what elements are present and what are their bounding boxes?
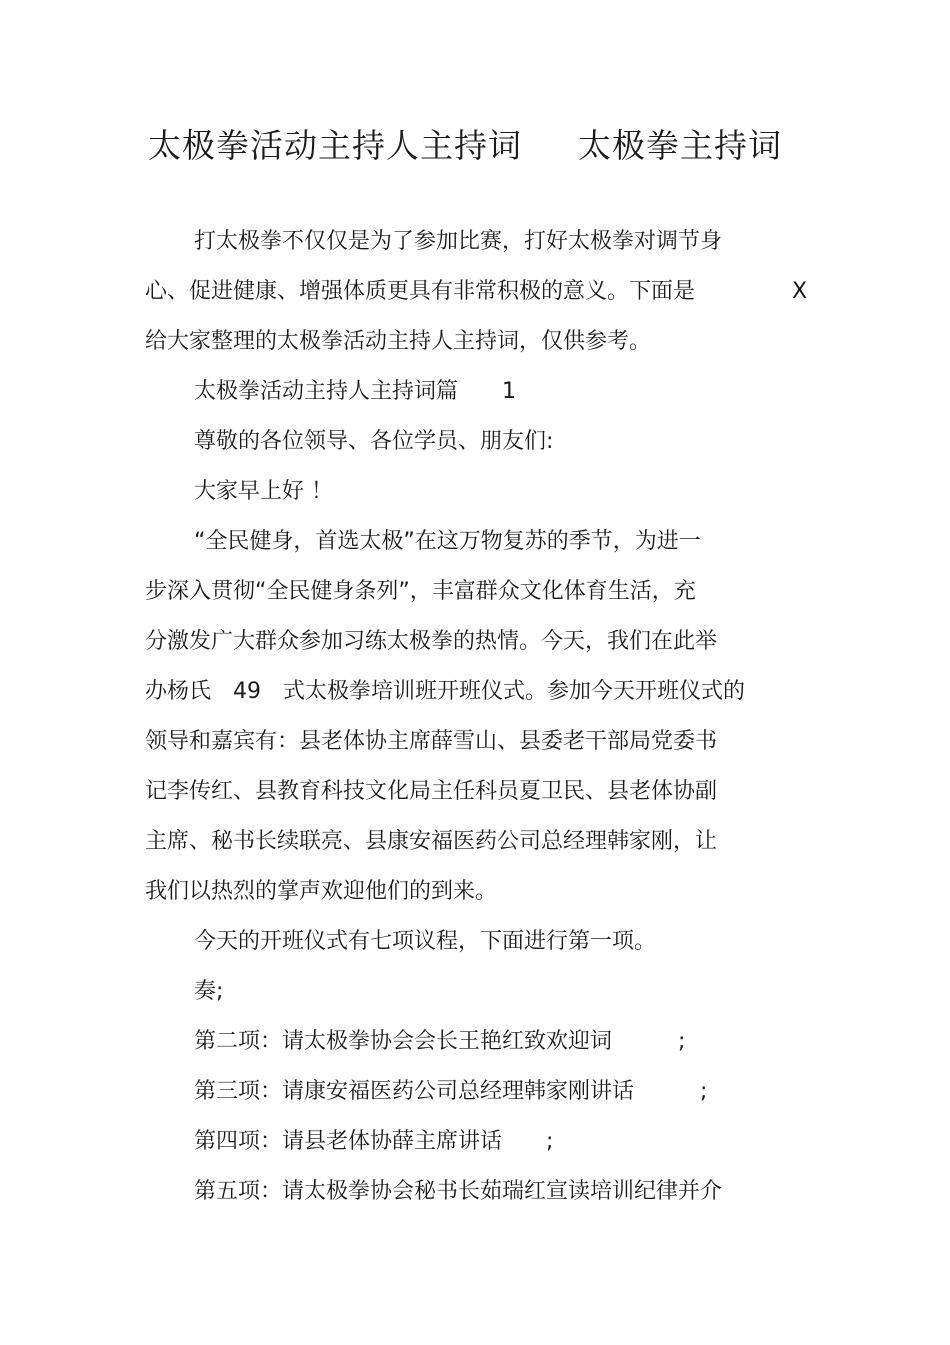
agenda-item: 第三项：请康安福医药公司总经理韩家刚讲话 ; (194, 1079, 708, 1104)
paragraph-line: 领导和嘉宾有：县老体协主席薛雪山、县委老干部局党委书 (145, 729, 718, 754)
paragraph-line: 主席、秘书长续联亮、县康安福医药公司总经理韩家刚，让 (145, 829, 718, 854)
paragraph-line: 心、促进健康、增强体质更具有非常积极的意义。下面是 (145, 279, 696, 304)
agenda-item: 第五项：请太极拳协会秘书长茹瑞红宣读培训纪律并介 (194, 1179, 723, 1204)
paragraph-line: 我们以热烈的掌声欢迎他们的到来。 (145, 879, 498, 904)
title-main: 太极拳活动主持人主持词 (148, 126, 522, 165)
agenda-item: 第二项：请太极拳协会会长王艳红致欢迎词 ; (194, 1029, 686, 1054)
greeting: 大家早上好 ！ (194, 479, 333, 504)
paragraph-line: “全民健身，首选太极”在这万物复苏的季节，为进一 (194, 529, 701, 554)
title-secondary: 太极拳主持词 (578, 126, 782, 165)
paragraph-line: 办杨氏 49 式太极拳培训班开班仪式。参加今天开班仪式的 (145, 679, 745, 704)
document-title (0, 120, 930, 167)
paragraph-line: 今天的开班仪式有七项议程，下面进行第一项。 (194, 929, 657, 954)
x-mark: X (792, 279, 808, 304)
section-heading: 太极拳活动主持人主持词篇 1 (194, 379, 516, 404)
paragraph-line: 给大家整理的太极拳活动主持人主持词，仅供参考。 (145, 329, 652, 354)
agenda-item: 第四项：请县老体协薛主席讲话 ; (194, 1129, 554, 1154)
paragraph-line: 记李传红、县教育科技文化局主任科员夏卫民、县老体协副 (145, 779, 718, 804)
paragraph-line: 打太极拳不仅仅是为了参加比赛，打好太极拳对调节身 (194, 229, 723, 254)
paragraph-line: 步深入贯彻“全民健身条列”，丰富群众文化体育生活，充 (145, 579, 696, 604)
agenda-item: 奏; (194, 979, 224, 1004)
salutation: 尊敬的各位领导、各位学员、朋友们: (194, 429, 554, 454)
paragraph-line: 分激发广大群众参加习练太极拳的热情。今天，我们在此举 (145, 629, 718, 654)
